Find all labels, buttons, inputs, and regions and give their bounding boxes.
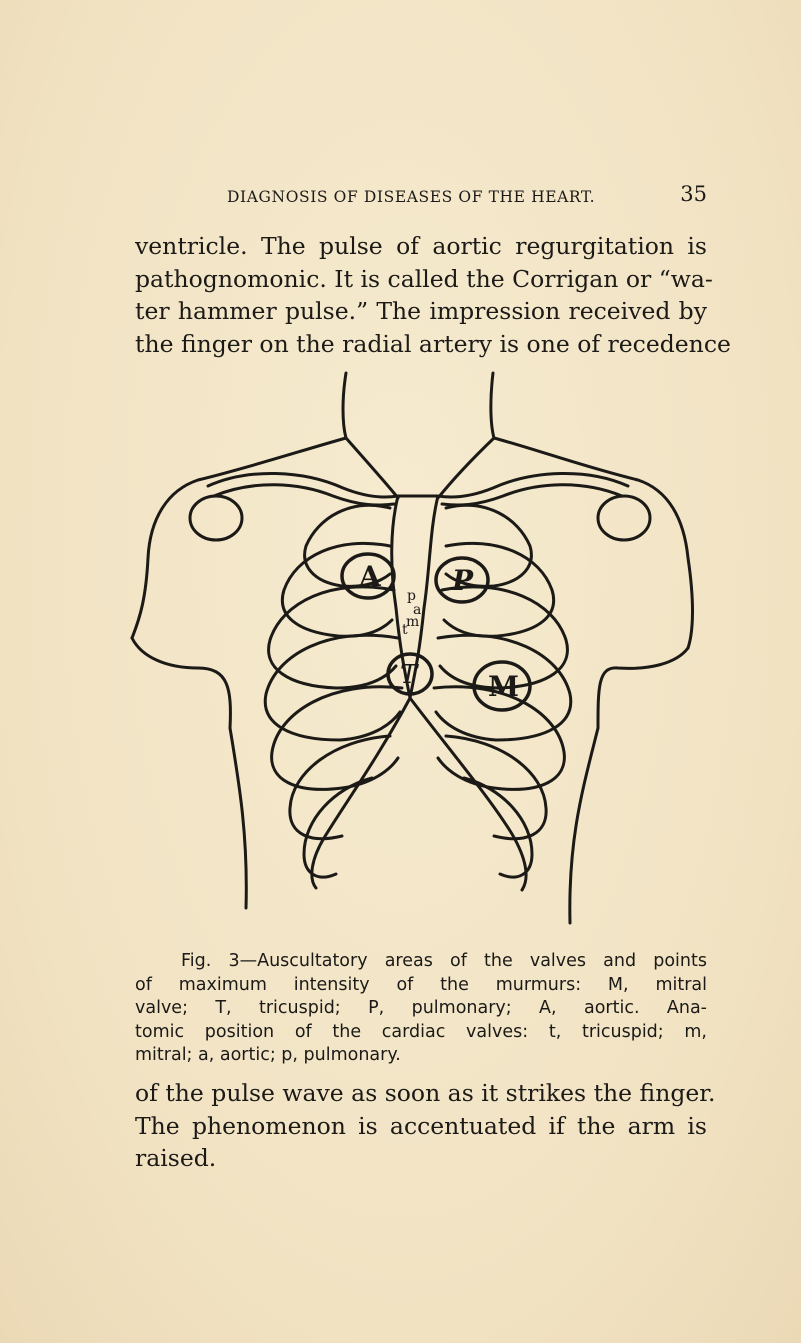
neck-muscle-left (346, 438, 398, 498)
text-line: the finger on the radial artery is one of recedence (135, 329, 731, 358)
shoulder-right-outline (494, 438, 693, 648)
shoulder-joint-left (190, 496, 242, 540)
running-head: DIAGNOSIS OF DISEASES OF THE HEART. (227, 188, 596, 206)
torso-right-side (570, 728, 598, 923)
label-small-p: p (407, 588, 416, 604)
label-small-t: t (402, 622, 408, 638)
page-header (135, 182, 707, 212)
text-line: raised. (135, 1144, 217, 1172)
label-mitral: M (488, 670, 519, 703)
clavicle-left (208, 473, 398, 497)
text-line: The phenomenon is accentuated if the arm is (135, 1111, 707, 1140)
clavicle-right (438, 473, 628, 497)
body-paragraph-bottom (135, 1077, 716, 1175)
label-aortic: A (359, 560, 381, 593)
chest-illustration (128, 368, 698, 938)
neck-muscle-right (438, 438, 494, 498)
shoulder-joint-right (598, 496, 650, 540)
caption-line: mitral; a, aortic; p, pulmonary. (135, 1045, 401, 1065)
neck-right-line (491, 373, 494, 438)
text-line: pathognomonic. It is called the Corrigan or “wa- (135, 264, 713, 293)
caption-line: valve; T, tricuspid; P, pulmonary; A, aortic. Ana- (135, 998, 707, 1018)
shoulder-left-outline (132, 438, 346, 638)
caption-line: Fig. 3—Auscultatory areas of the valves and points (181, 951, 707, 971)
figure-caption (135, 950, 707, 1068)
label-tricuspid: T (400, 660, 418, 690)
arm-left-outline (132, 638, 230, 728)
arm-right-outline (598, 648, 688, 728)
figure-chest-diagram (128, 368, 698, 938)
neck-left-line (343, 373, 346, 438)
torso-left-side (230, 728, 246, 908)
costal-margin-left (312, 698, 410, 888)
text-line: of the pulse wave as soon as it strikes the finger. (135, 1079, 716, 1107)
label-pulmonary: P (452, 564, 474, 597)
label-small-m: m (406, 614, 420, 630)
caption-line: tomic position of the cardiac valves: t, tricuspid; m, (135, 1021, 707, 1042)
caption-line: of maximum intensity of the murmurs: M, mitral (135, 974, 707, 995)
label-small-a: a (413, 602, 422, 618)
costal-margin-right (410, 698, 526, 890)
body-paragraph-top (135, 230, 731, 360)
text-line: ventricle. The pulse of aortic regurgitation is (135, 232, 707, 260)
text-line: ter hammer pulse.” The impression received by (135, 297, 707, 325)
rib-right-7 (464, 778, 532, 877)
page-number: 35 (680, 182, 707, 206)
